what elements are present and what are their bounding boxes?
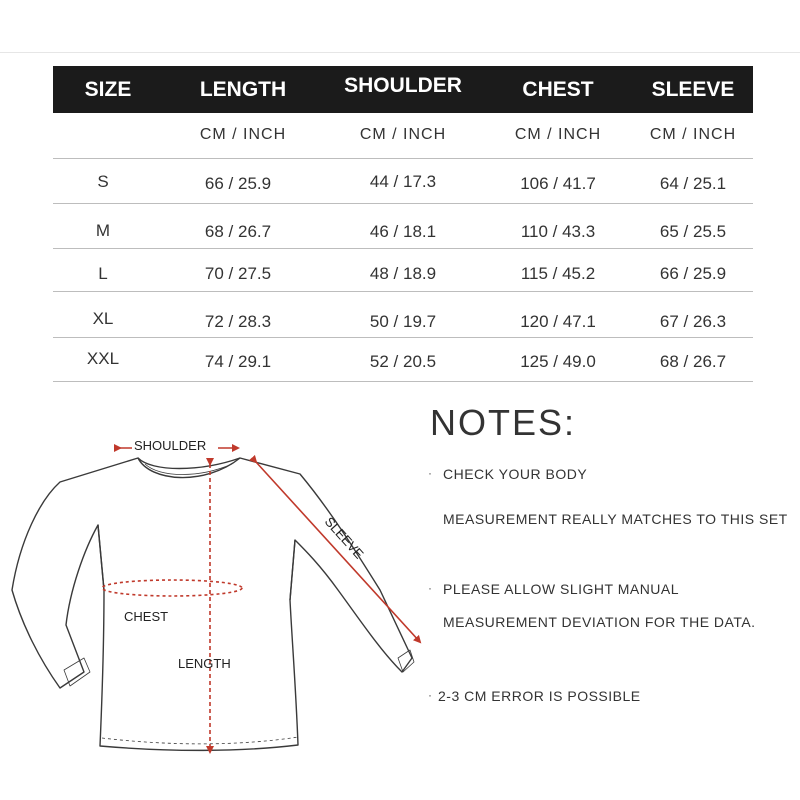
cell-length: 74 / 29.1 bbox=[204, 352, 272, 371]
row-divider bbox=[53, 337, 753, 338]
unit-chest: CM / INCH bbox=[514, 126, 602, 143]
top-divider bbox=[0, 52, 800, 53]
row-divider bbox=[53, 248, 753, 249]
notes-title: NOTES: bbox=[430, 402, 577, 443]
sleeve-label: SLEEVE bbox=[321, 513, 367, 562]
size-table-header bbox=[53, 66, 753, 113]
cell-chest: 125 / 49.0 bbox=[520, 352, 596, 371]
cell-length: 68 / 26.7 bbox=[204, 222, 272, 241]
header-chest: CHEST bbox=[522, 78, 594, 101]
cell-sleeve: 65 / 25.5 bbox=[659, 222, 727, 241]
unit-shoulder: CM / INCH bbox=[359, 126, 447, 143]
cell-size: XL bbox=[92, 309, 114, 328]
note-bullet: · bbox=[428, 688, 432, 702]
sleeve-arrow bbox=[256, 462, 420, 642]
note-line-3: PLEASE ALLOW SLIGHT MANUAL bbox=[443, 581, 680, 597]
cell-length: 70 / 27.5 bbox=[204, 264, 272, 283]
cell-chest: 106 / 41.7 bbox=[520, 174, 596, 193]
length-label: LENGTH bbox=[178, 656, 231, 671]
cell-shoulder: 50 / 19.7 bbox=[369, 312, 437, 331]
cell-sleeve: 68 / 26.7 bbox=[659, 352, 727, 371]
cell-chest: 120 / 47.1 bbox=[520, 312, 596, 331]
row-divider bbox=[53, 203, 753, 204]
header-size: SIZE bbox=[84, 78, 132, 101]
header-sleeve: SLEEVE bbox=[651, 78, 735, 101]
shirt-outline bbox=[12, 458, 414, 750]
cell-shoulder: 46 / 18.1 bbox=[369, 222, 437, 241]
row-divider bbox=[53, 291, 753, 292]
header-length: LENGTH bbox=[199, 78, 287, 101]
cell-length: 72 / 28.3 bbox=[204, 312, 272, 331]
shoulder-label: SHOULDER bbox=[134, 438, 207, 453]
note-line-5: 2-3 CM ERROR IS POSSIBLE bbox=[438, 688, 641, 704]
header-shoulder: SHOULDER bbox=[344, 74, 462, 97]
cell-size: XXL bbox=[86, 349, 120, 368]
cell-shoulder: 44 / 17.3 bbox=[369, 172, 437, 191]
cell-sleeve: 64 / 25.1 bbox=[659, 174, 727, 193]
cell-shoulder: 48 / 18.9 bbox=[369, 264, 437, 283]
row-divider bbox=[53, 381, 753, 382]
note-bullet: · bbox=[428, 581, 432, 595]
unit-length: CM / INCH bbox=[199, 126, 287, 143]
cell-chest: 110 / 43.3 bbox=[520, 222, 596, 241]
unit-sleeve: CM / INCH bbox=[649, 126, 737, 143]
cell-length: 66 / 25.9 bbox=[204, 174, 272, 193]
cell-size: L bbox=[98, 264, 108, 283]
note-bullet: · bbox=[428, 466, 432, 480]
cell-size: M bbox=[95, 221, 111, 240]
note-line-2: MEASUREMENT REALLY MATCHES TO THIS SET bbox=[443, 511, 788, 527]
note-line-4: MEASUREMENT DEVIATION FOR THE DATA. bbox=[443, 614, 756, 630]
cell-shoulder: 52 / 20.5 bbox=[369, 352, 437, 371]
row-divider bbox=[53, 158, 753, 159]
cell-size: S bbox=[97, 172, 109, 191]
cell-chest: 115 / 45.2 bbox=[520, 264, 596, 283]
note-line-1: CHECK YOUR BODY bbox=[443, 466, 588, 482]
cell-sleeve: 67 / 26.3 bbox=[659, 312, 727, 331]
shirt-measurement-diagram bbox=[0, 400, 430, 800]
chest-label: CHEST bbox=[124, 609, 169, 624]
chest-measure-ellipse bbox=[102, 580, 242, 596]
cell-sleeve: 66 / 25.9 bbox=[659, 264, 727, 283]
